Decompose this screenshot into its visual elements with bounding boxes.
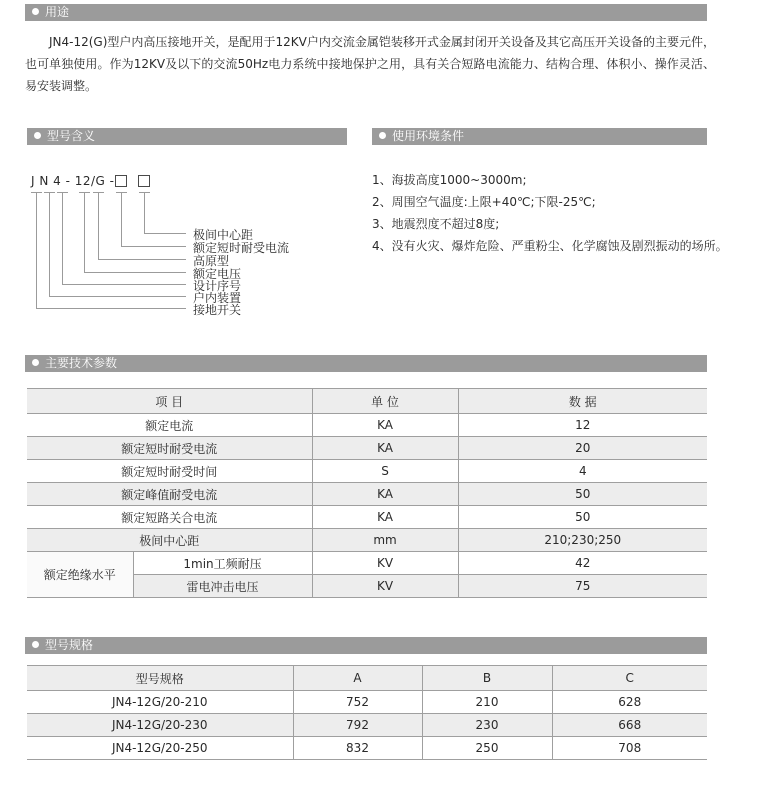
table-cell: 752 bbox=[293, 691, 422, 714]
section-title-tech-params: 主要技术参数 bbox=[45, 356, 118, 370]
table-cell: 雷电冲击电压 bbox=[133, 575, 312, 598]
table-cell: JN4-12G/20-250 bbox=[27, 737, 293, 760]
diagram-label: 接地开关 bbox=[193, 303, 242, 317]
table-cell: 792 bbox=[293, 714, 422, 737]
environment-conditions-list bbox=[372, 169, 728, 257]
section-title-model-specs: 型号规格 bbox=[45, 638, 94, 652]
table-cell-group: 额定绝缘水平 bbox=[27, 552, 133, 598]
table-cell: KA bbox=[312, 506, 458, 529]
table-header-cell: 数 据 bbox=[458, 389, 707, 414]
model-specs-table bbox=[27, 665, 707, 760]
connector-line bbox=[36, 192, 37, 308]
table-header-cell: C bbox=[552, 666, 707, 691]
table-cell: 额定短时耐受电流 bbox=[27, 437, 312, 460]
table-cell: KV bbox=[312, 575, 458, 598]
table-cell: 20 bbox=[458, 437, 707, 460]
diagram-label: 额定电压 bbox=[193, 267, 242, 281]
table-cell: JN4-12G/20-230 bbox=[27, 714, 293, 737]
table-row bbox=[27, 691, 707, 714]
bullet-icon bbox=[379, 132, 386, 139]
table-cell: 1min工频耐压 bbox=[133, 552, 312, 575]
connector-line bbox=[84, 192, 85, 272]
table-cell: KA bbox=[312, 414, 458, 437]
bullet-icon bbox=[34, 132, 41, 139]
environment-item: 2、周围空气温度:上限+40℃;下限-25℃; bbox=[372, 195, 596, 209]
connector-line bbox=[144, 192, 145, 233]
table-header-cell: 单 位 bbox=[312, 389, 458, 414]
connector-line bbox=[62, 192, 63, 284]
model-designation-code: J N 4 - 12/G - bbox=[31, 174, 115, 188]
table-cell: 42 bbox=[458, 552, 707, 575]
table-cell: 额定电流 bbox=[27, 414, 312, 437]
section-title-environment: 使用环境条件 bbox=[392, 129, 465, 143]
connector-line bbox=[121, 246, 186, 247]
table-cell: 12 bbox=[458, 414, 707, 437]
connector-line bbox=[144, 233, 186, 234]
table-row bbox=[27, 483, 707, 506]
table-header-cell: A bbox=[293, 666, 422, 691]
table-cell: 708 bbox=[552, 737, 707, 760]
table-header-cell: 项 目 bbox=[27, 389, 312, 414]
table-cell: 4 bbox=[458, 460, 707, 483]
section-title-model-meaning: 型号含义 bbox=[47, 129, 96, 143]
table-cell: 832 bbox=[293, 737, 422, 760]
environment-item: 4、没有火灾、爆炸危险、严重粉尘、化学腐蚀及剧烈振动的场所。 bbox=[372, 239, 728, 253]
bullet-icon bbox=[32, 641, 39, 648]
table-cell: 230 bbox=[422, 714, 552, 737]
connector-line bbox=[62, 284, 186, 285]
table-header-cell: B bbox=[422, 666, 552, 691]
diagram-label: 设计序号 bbox=[193, 279, 242, 293]
connector-line bbox=[98, 192, 99, 259]
table-cell: 250 bbox=[422, 737, 552, 760]
diagram-label: 高原型 bbox=[193, 254, 230, 268]
connector-line bbox=[84, 272, 186, 273]
environment-item: 1、海拔高度1000~3000m; bbox=[372, 173, 527, 187]
table-cell: 50 bbox=[458, 483, 707, 506]
table-row bbox=[27, 552, 707, 575]
table-cell: 668 bbox=[552, 714, 707, 737]
diagram-label: 额定短时耐受电流 bbox=[193, 241, 290, 255]
table-header-row bbox=[27, 666, 707, 691]
bullet-icon bbox=[32, 8, 39, 15]
model-code-box-2 bbox=[138, 175, 150, 187]
table-cell: 额定短路关合电流 bbox=[27, 506, 312, 529]
table-cell: S bbox=[312, 460, 458, 483]
diagram-label: 极间中心距 bbox=[193, 228, 254, 242]
table-row bbox=[27, 437, 707, 460]
table-row bbox=[27, 737, 707, 760]
section-title-usage: 用途 bbox=[45, 5, 70, 19]
section-header-model-specs bbox=[25, 637, 707, 654]
table-cell: 75 bbox=[458, 575, 707, 598]
table-row bbox=[27, 414, 707, 437]
table-row bbox=[27, 460, 707, 483]
table-cell: 额定峰值耐受电流 bbox=[27, 483, 312, 506]
table-cell: 50 bbox=[458, 506, 707, 529]
section-header-environment bbox=[372, 128, 707, 145]
connector-line bbox=[98, 259, 186, 260]
table-row bbox=[27, 506, 707, 529]
table-cell: KV bbox=[312, 552, 458, 575]
connector-line bbox=[121, 192, 122, 246]
table-cell: 210;230;250 bbox=[458, 529, 707, 552]
table-cell: 210 bbox=[422, 691, 552, 714]
table-row bbox=[27, 529, 707, 552]
diagram-label: 户内装置 bbox=[193, 291, 242, 305]
connector-line bbox=[49, 296, 186, 297]
section-header-model-meaning bbox=[27, 128, 347, 145]
table-cell: 628 bbox=[552, 691, 707, 714]
tech-params-table bbox=[27, 388, 707, 598]
model-code-box-1 bbox=[115, 175, 127, 187]
table-header-cell: 型号规格 bbox=[27, 666, 293, 691]
connector-line bbox=[49, 192, 50, 296]
table-cell: KA bbox=[312, 483, 458, 506]
section-header-tech-params bbox=[25, 355, 707, 372]
bullet-icon bbox=[32, 359, 39, 366]
table-header-row bbox=[27, 389, 707, 414]
table-cell: JN4-12G/20-210 bbox=[27, 691, 293, 714]
connector-line bbox=[36, 308, 186, 309]
table-cell: KA bbox=[312, 437, 458, 460]
table-cell: 极间中心距 bbox=[27, 529, 312, 552]
section-header-usage bbox=[25, 4, 707, 21]
table-cell: mm bbox=[312, 529, 458, 552]
usage-paragraph: JN4-12(G)型户内高压接地开关，是配用于12KV户内交流金属铠装移开式金属封闭开关设备及其它高压开关设备的主要元件，也可单独使用。作为12KV及以下的交流50Hz电力系统中接地保护之用，具有关合短路电流能力、结构合理、体积小、操作灵活、易安装调整。 bbox=[25, 35, 715, 93]
environment-item: 3、地震烈度不超过8度; bbox=[372, 217, 500, 231]
table-cell: 额定短时耐受时间 bbox=[27, 460, 312, 483]
table-row bbox=[27, 714, 707, 737]
